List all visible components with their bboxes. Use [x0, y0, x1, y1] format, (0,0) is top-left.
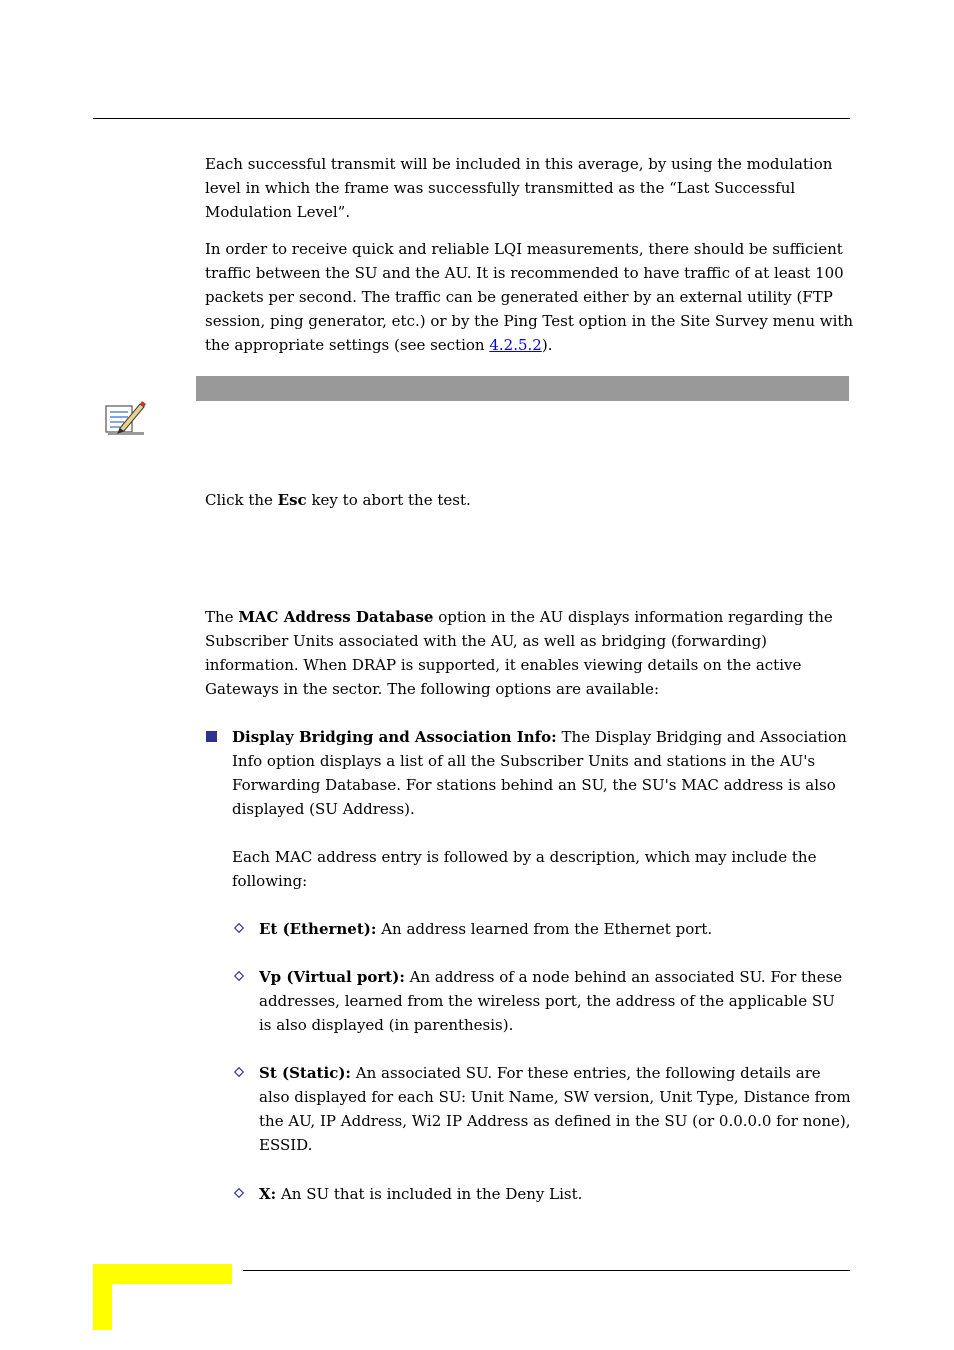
sub-item-static: St (Static): An associated SU. For these entries, the following details are also displayed for each SU: Unit Name, SW version, Unit Type, Distance from the AU, IP Address, Wi2 IP Address as defined in the SU (or 0.0.0.0 for none), ESSID.: [259, 1064, 851, 1154]
sub-item-ethernet: Et (Ethernet): An address learned from the Ethernet port.: [259, 920, 713, 938]
note-pencil-icon: [104, 400, 146, 438]
diamond-bullet-icon: [234, 1067, 244, 1077]
sub-item-virtual-port: Vp (Virtual port): An address of a node behind an associated SU. For these addresses, learned from the wireless port, the address of the applicable SU is also displayed (in parenthesis).: [259, 968, 843, 1034]
note-bar: [196, 376, 849, 401]
diamond-bullet-icon: [234, 923, 244, 933]
footer-rule: [243, 1270, 850, 1271]
diamond-bullet-icon: [234, 971, 244, 981]
paragraph-modulation-average: Each successful transmit will be included in this average, by using the modulation level in which the frame was successfully transmitted as the “Last Successful Modulation Level”.: [205, 155, 833, 221]
paragraph-lqi-traffic: In order to receive quick and reliable LQI measurements, there should be sufficient traffic between the SU and the AU. It is recommended to have traffic of at least 100 packets per second. The traffic can be generated either by an external utility (FTP session, ping generator, etc.) or by the Ping Test option in the Site Survey menu with the appropriate settings (see section 4.2.5.2).: [205, 240, 854, 354]
diamond-bullet-icon: [234, 1188, 244, 1198]
bullet-display-bridging: Display Bridging and Association Info: The Display Bridging and Association Info option displays a list of all the Subscriber Units and stations in the AU's Forwarding Database. For stations behind an SU, the SU's MAC address is also displayed (SU Address).: [232, 728, 847, 818]
sub-item-deny: X: An SU that is included in the Deny List.: [259, 1185, 583, 1203]
paragraph-esc: Click the Esc key to abort the test.: [205, 491, 471, 509]
esc-key-label: Esc: [277, 491, 307, 509]
corner-accent-horizontal: [93, 1264, 232, 1284]
header-rule: [93, 118, 850, 119]
section-link[interactable]: 4.2.5.2: [489, 336, 542, 354]
bullet-description-intro: Each MAC address entry is followed by a description, which may include the following:: [232, 848, 817, 890]
square-bullet-icon: [206, 731, 217, 742]
paragraph-mac-database: The MAC Address Database option in the AU displays information regarding the Subscriber Units associated with the AU, as well as bridging (forwarding) information. When DRAP is supported, it enables viewing details on the active Gateways in the sector. The following options are available:: [205, 608, 833, 698]
